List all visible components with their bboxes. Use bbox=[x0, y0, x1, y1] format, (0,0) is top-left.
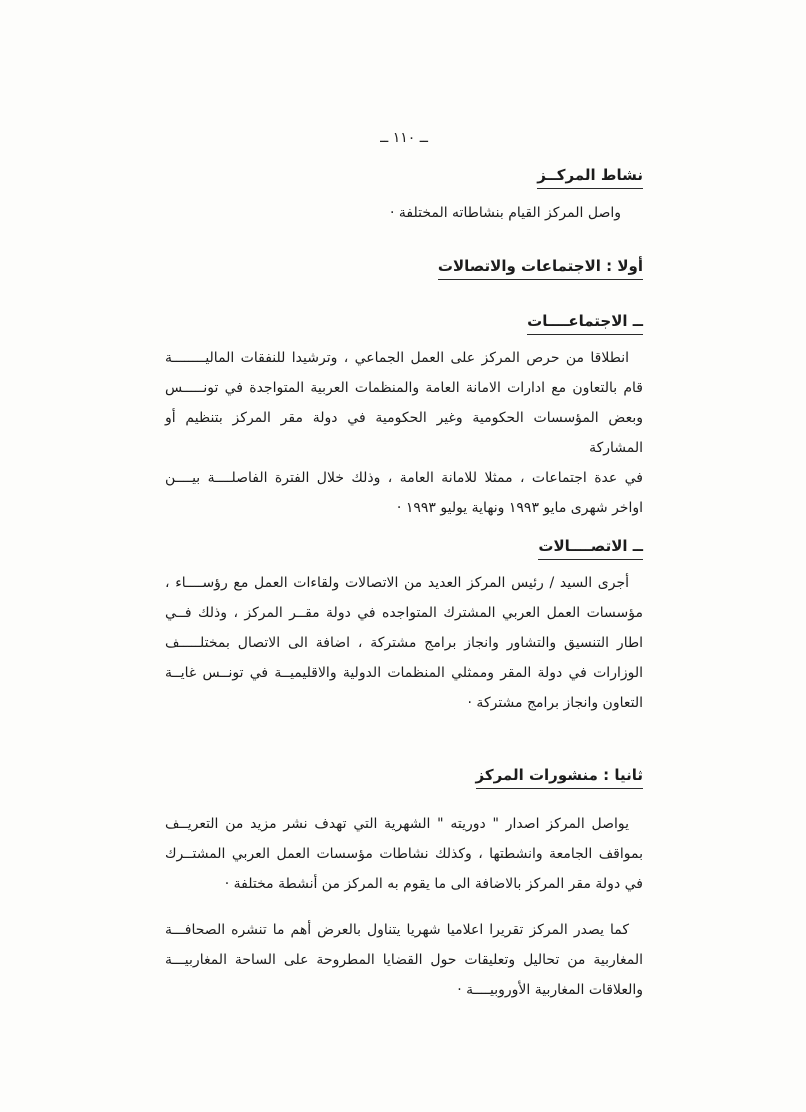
section-heading-meetings-and-contacts bbox=[165, 257, 643, 280]
document-title-text: نشاط المركــز bbox=[537, 166, 643, 189]
paragraph-line: اواخر شهرى مايو ١٩٩٣ ونهاية يوليو ١٩٩٣ · bbox=[396, 500, 643, 516]
paragraph-line: اطار التنسيق والتشاور وانجاز برامج مشتركة ، اضافة الى الاتصال بمختلـــــف bbox=[165, 635, 643, 651]
page-number: ــ ١١٠ ــ bbox=[380, 130, 428, 146]
paragraph-line: يواصل المركز اصدار " دوريته " الشهرية التي تهدف نشر مزيد من التعريــف bbox=[165, 816, 629, 832]
paragraph-line: المغاربية من تحاليل وتعليقات حول القضايا المطروحة على الساحة المغاربيـــة bbox=[165, 952, 643, 968]
subsection-heading-contacts bbox=[165, 537, 643, 560]
publications-paragraph-2 bbox=[165, 915, 643, 1005]
paragraph-line: كما يصدر المركز تقريرا اعلاميا شهريا يتناول بالعرض أهم ما تنشره الصحافـــة bbox=[165, 922, 629, 938]
subsection-heading-text: ــ الاتصــــالات bbox=[538, 537, 643, 560]
intro-paragraph: واصل المركز القيام بنشاطاته المختلفة · bbox=[389, 205, 621, 221]
paragraph-line: التعاون وانجاز برامج مشتركة · bbox=[467, 695, 643, 711]
subsection-heading-meetings bbox=[165, 312, 643, 335]
paragraph-line: في عدة اجتماعات ، ممثلا للامانة العامة ، وذلك خلال الفترة الفاصلــــة بيــــن bbox=[165, 470, 643, 486]
contacts-paragraph bbox=[165, 568, 643, 718]
paragraph-line: بمواقف الجامعة وانشطتها ، وكذلك نشاطات مؤسسات العمل العربي المشتــرك bbox=[165, 846, 643, 862]
paragraph-line: مؤسسات العمل العربي المشترك المتواجده في دولة مقــر المركز ، وذلك فــي bbox=[165, 605, 643, 621]
section-heading-text: أولا : الاجتماعات والاتصالات bbox=[438, 257, 643, 280]
paragraph-line: في دولة مقر المركز بالاضافة الى ما يقوم به المركز من أنشطة مختلفة · bbox=[224, 876, 643, 892]
document-content bbox=[165, 0, 643, 1005]
paragraph-line: قام بالتعاون مع ادارات الامانة العامة والمنظمات العربية المتواجدة في تونـــــس bbox=[165, 380, 643, 396]
paragraph-line: وبعض المؤسسات الحكومية وغير الحكومية في دولة مقر المركز بتنظيم أو المشاركة bbox=[165, 410, 643, 456]
section-heading-publications bbox=[165, 766, 643, 789]
subsection-heading-text: ــ الاجتماعــــات bbox=[527, 312, 643, 335]
section-heading-text: ثانيا : منشورات المركز bbox=[476, 766, 643, 789]
paragraph-line: الوزارات في دولة المقر وممثلي المنظمات الدولية والاقليميــة في تونــس غايــة bbox=[165, 665, 643, 681]
paragraph-line: والعلاقات المغاربية الأوروبيــــة · bbox=[457, 982, 643, 998]
publications-paragraph-1 bbox=[165, 809, 643, 899]
paragraph-line: انطلاقا من حرص المركز على العمل الجماعي ، وترشيدا للنفقات الماليــــــــة bbox=[165, 350, 629, 366]
paragraph-line: أجرى السيد / رئيس المركز العديد من الاتصالات ولقاءات العمل مع رؤســــاء ، bbox=[165, 575, 629, 591]
document-title bbox=[165, 166, 643, 189]
meetings-paragraph bbox=[165, 343, 643, 523]
